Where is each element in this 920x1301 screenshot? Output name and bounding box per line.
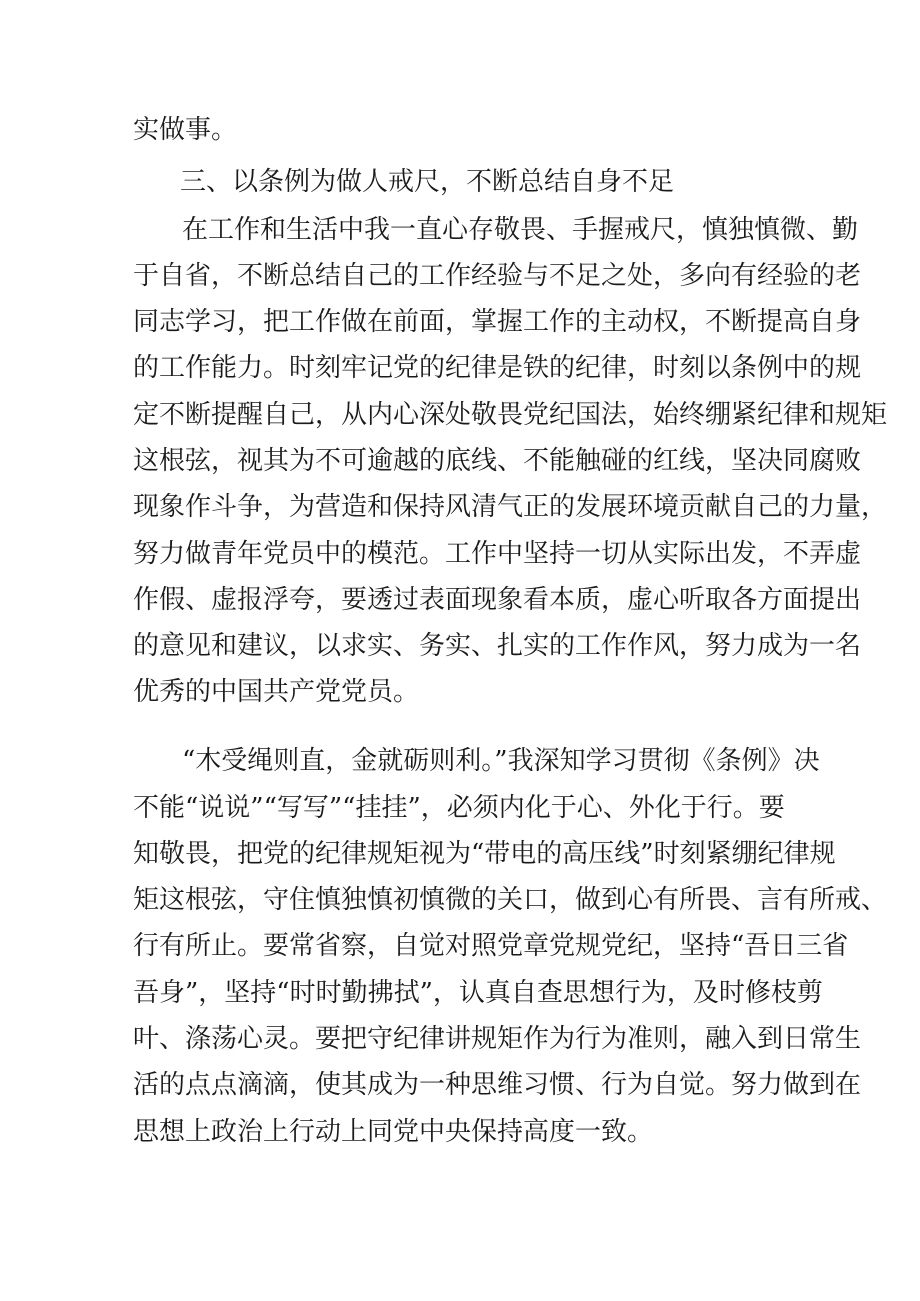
paragraph-line: 矩这根弦，守住慎独慎初慎微的关口，做到心有所畏、言有所戒、	[133, 885, 888, 915]
paragraph-line: 的意见和建议，以求实、务实、扎实的工作作风，努力成为一名	[133, 631, 862, 661]
paragraph-line: 这根弦，视其为不可逾越的底线、不能触碰的红线，坚决同腐败	[133, 446, 862, 476]
paragraph-line: 吾身”，坚持“时时勤拂拭”，认真自查思想行为，及时修枝剪	[133, 978, 823, 1008]
paragraph-line: 不能“说说”“写写”“挂挂”，必须内化于心、外化于行。要	[133, 793, 785, 823]
paragraph-line: 思想上政治上行动上同党中央保持高度一致。	[133, 1117, 654, 1147]
paragraph-line: 现象作斗争，为营造和保持风清气正的发展环境贡献自己的力量，	[133, 492, 888, 522]
paragraph-line: 实做事。	[133, 115, 238, 145]
paragraph-line: 定不断提醒自己，从内心深处敬畏党纪国法，始终绷紧纪律和规矩	[133, 400, 888, 430]
paragraph-line: 同志学习，把工作做在前面，掌握工作的主动权，不断提高自身	[133, 307, 862, 337]
paragraph-line: 活的点点滴滴，使其成为一种思维习惯、行为自觉。努力做到在	[133, 1070, 862, 1100]
paragraph-line: “木受绳则直，金就砺则利。”我深知学习贯彻《条例》决	[182, 746, 820, 776]
paragraph-line: 叶、涤荡心灵。要把守纪律讲规矩作为行为准则，融入到日常生	[133, 1024, 862, 1054]
paragraph-line: 知敬畏，把党的纪律规矩视为“带电的高压线”时刻紧绷纪律规	[133, 839, 836, 869]
paragraph-line: 行有所止。要常省察，自觉对照党章党规党纪，坚持“吾日三省	[133, 931, 849, 961]
paragraph-line: 的工作能力。时刻牢记党的纪律是铁的纪律，时刻以条例中的规	[133, 353, 862, 383]
paragraph-line: 作假、虚报浮夸，要透过表面现象看本质，虚心听取各方面提出	[133, 585, 862, 615]
paragraph-line: 优秀的中国共产党党员。	[133, 677, 420, 707]
paragraph-line: 努力做青年党员中的模范。工作中坚持一切从实际出发，不弄虚	[133, 539, 862, 569]
paragraph-line: 在工作和生活中我一直心存敬畏、手握戒尺，慎独慎微、勤	[182, 215, 859, 245]
paragraph-line: 于自省，不断总结自己的工作经验与不足之处，多向有经验的老	[133, 261, 862, 291]
section-heading: 三、以条例为做人戒尺，不断总结自身不足	[180, 167, 675, 197]
